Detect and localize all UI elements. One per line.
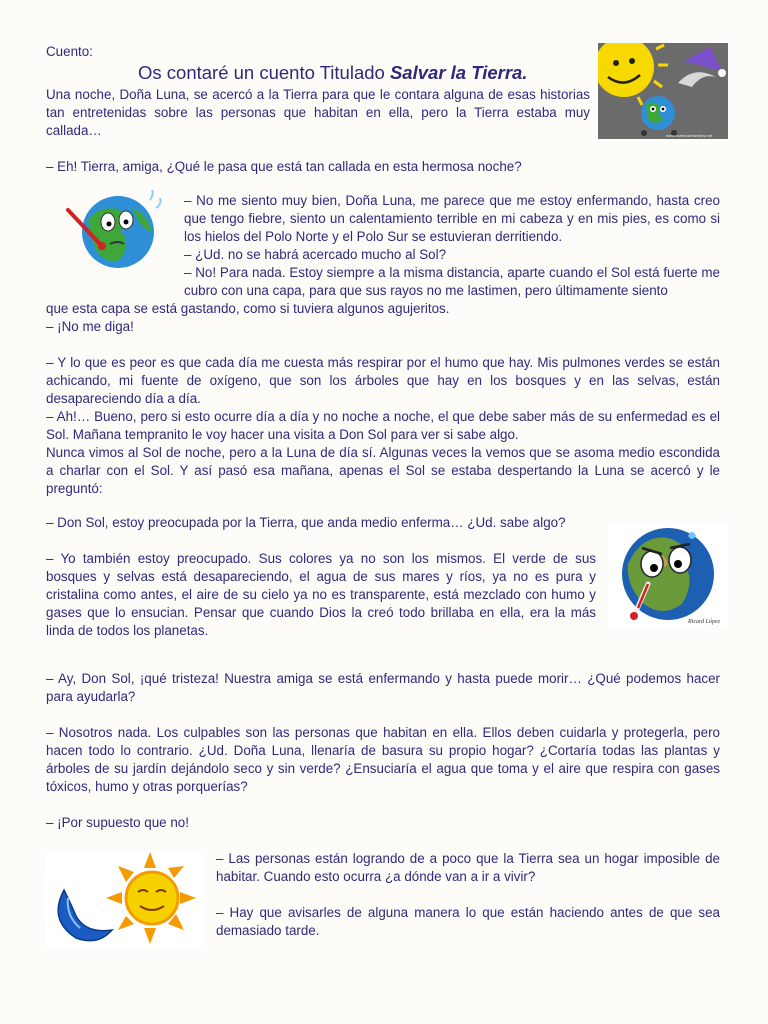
title-emphasis: Salvar la Tierra. [389,62,528,83]
sick-earth-illustration [60,190,164,272]
sun-moon-earth-illustration [598,43,728,139]
sick-earth-thermometer-icon [60,190,164,272]
moon-and-sun-illustration [46,850,206,946]
paragraph-6: – ¡No me diga! [46,319,134,334]
paragraph-4: – ¿Ud. no se habrá acercado mucho al Sol? [184,247,447,262]
sweating-earth-illustration [608,524,728,626]
paragraph-10: – Don Sol, estoy preocupada por la Tierra, que anda medio enferma… ¿Ud. sabe algo? [46,515,566,530]
sun-moon-earth-icon [598,43,728,139]
paragraph-13: – Nosotros nada. Los culpables son las personas que habitan en ella. Ellos deben cuidarla y protegerla, pero hacen todo lo contrario. ¿Ud. Doña Luna, llenaría de basura su propio hogar? ¿Cortaría todas las plantas y árboles de su jardín dejándolo seco y sin verde? ¿Ensuciaría el agua que toma y el aire que respira con gases tóxicos, humo y otras porquerías? [46,725,720,794]
paragraph-1: Una noche, Doña Luna, se acercó a la Tierra para que le contara alguna de esas historias tan entretenidas sobre las personas que habitan en ella, pero la Tierra estaba muy callada… [46,87,590,138]
paragraph-9: Nunca vimos al Sol de noche, pero a la Luna de día sí. Algunas veces la vemos que se asoma medio escondida a charlar con el Sol. Y así pasó esa mañana, apenas el Sol se estaba despertando la Luna se acercó y le preguntó: [46,445,720,496]
moon-and-sun-icon [46,850,206,946]
title-prefix: Os contaré un cuento Titulado [138,62,390,83]
story-title [138,62,527,84]
paragraph-11: – Yo también estoy preocupado. Sus colores ya no son los mismos. El verde de sus bosques y selvas está desapareciendo, el agua de sus mares y ríos, ya no es pura y cristalina como antes, el aire de su cielo ya no es transparente, está mezclado con humo y gases que lo ensucian. Pensar que cuando Dios la creó todo brillaba en ella, era la más linda de todos los planetas. [46,551,596,638]
paragraph-8: – Ah!… Bueno, pero si esto ocurre día a día y no noche a noche, el que debe saber más de su enfermedad es el Sol. Mañana tempranito le voy hacer una visita a Don Sol para ver si sabe algo. [46,409,720,442]
paragraph-16: – Hay que avisarles de alguna manera lo que están haciendo antes de que sea demasiado tarde. [216,905,720,938]
paragraph-12: – Ay, Don Sol, ¡qué tristeza! Nuestra amiga se está enfermando y hasta puede morir… ¿Qué podemos hacer para ayudarla? [46,671,720,704]
story-label: Cuento: [46,44,93,59]
artist-signature: Ricard López [688,619,720,625]
paragraph-5b: que esta capa se está gastando, como si tuviera algunos agujeritos. [46,301,450,316]
site-caption: www.cuentosinfantiles.net [666,133,713,138]
paragraph-14: – ¡Por supuesto que no! [46,815,189,830]
sweating-earth-icon [608,524,728,626]
paragraph-15: – Las personas están logrando de a poco que la Tierra sea un hogar imposible de habitar. Cuando esto ocurra ¿a dónde van a ir a vivir? [216,851,720,884]
paragraph-5a: – No! Para nada. Estoy siempre a la misma distancia, aparte cuando el Sol está fuerte me cubro con una capa, para que sus rayos no me lastimen, pero últimamente siento [184,265,720,298]
paragraph-7: – Y lo que es peor es que cada día me cuesta más respirar por el humo que hay. Mis pulmones verdes se están achicando, mi fuente de oxígeno, que son los árboles que hay en los bosques y en las selvas, están desapareciendo día a día. [46,355,720,406]
paragraph-2: – Eh! Tierra, amiga, ¿Qué le pasa que está tan callada en esta hermosa noche? [46,159,522,174]
paragraph-3: – No me siento muy bien, Doña Luna, me parece que me estoy enfermando, hasta creo que tengo fiebre, siento un calentamiento terrible en mi cabeza y en mis pies, es como si los hielos del Polo Norte y el Polo Sur se estuvieran derritiendo. [184,193,720,244]
